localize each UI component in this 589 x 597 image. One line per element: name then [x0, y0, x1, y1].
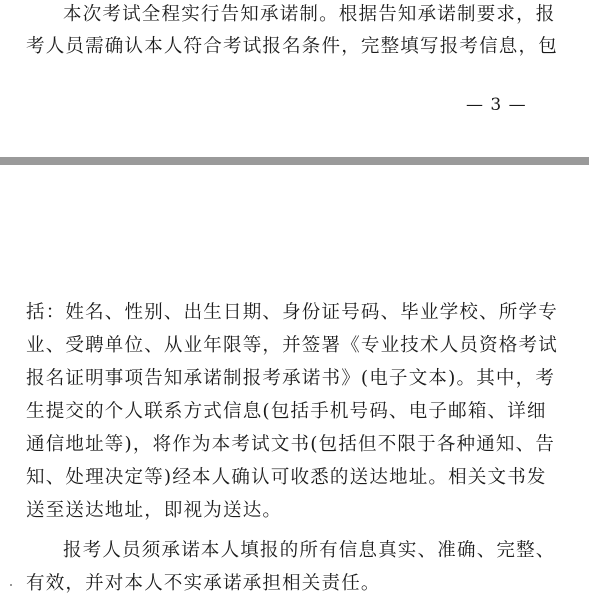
paragraph-1-line-2: 业、受聘单位、从业年限等，并签署《专业技术人员资格考试	[26, 335, 558, 356]
paragraph-1-line-3: 报名证明事项告知承诺制报考承诺书》(电子文本)。其中，考	[26, 368, 556, 389]
scan-speck	[10, 584, 12, 586]
page-number: — 3 —	[466, 95, 527, 115]
paragraph-1-line-6: 知、处理决定等)经本人确认可收悉的送达地址。相关文书发	[26, 467, 547, 488]
paragraph-2-line-2: 有效，并对本人不实承诺承担相关责任。	[26, 573, 381, 594]
paragraph-1-line-1: 括：姓名、性别、出生日期、身份证号码、毕业学校、所学专	[26, 302, 558, 323]
page-divider	[0, 157, 589, 165]
top-paragraph-line-2: 考人员需确认本人符合考试报名条件，完整填写报考信息，包	[26, 36, 558, 57]
top-paragraph-line-1: 本次考试全程实行告知承诺制。根据告知承诺制要求，报	[63, 4, 556, 25]
paragraph-1-line-7: 送至送达地址，即视为送达。	[26, 500, 283, 521]
paragraph-1-line-5: 通信地址等)，将作为本考试文书(包括但不限于各种通知、告	[26, 434, 556, 455]
paragraph-1-line-4: 生提交的个人联系方式信息(包括手机号码、电子邮箱、详细	[26, 401, 547, 422]
paragraph-2-line-1: 报考人员须承诺本人填报的所有信息真实、准确、完整、	[63, 540, 556, 561]
